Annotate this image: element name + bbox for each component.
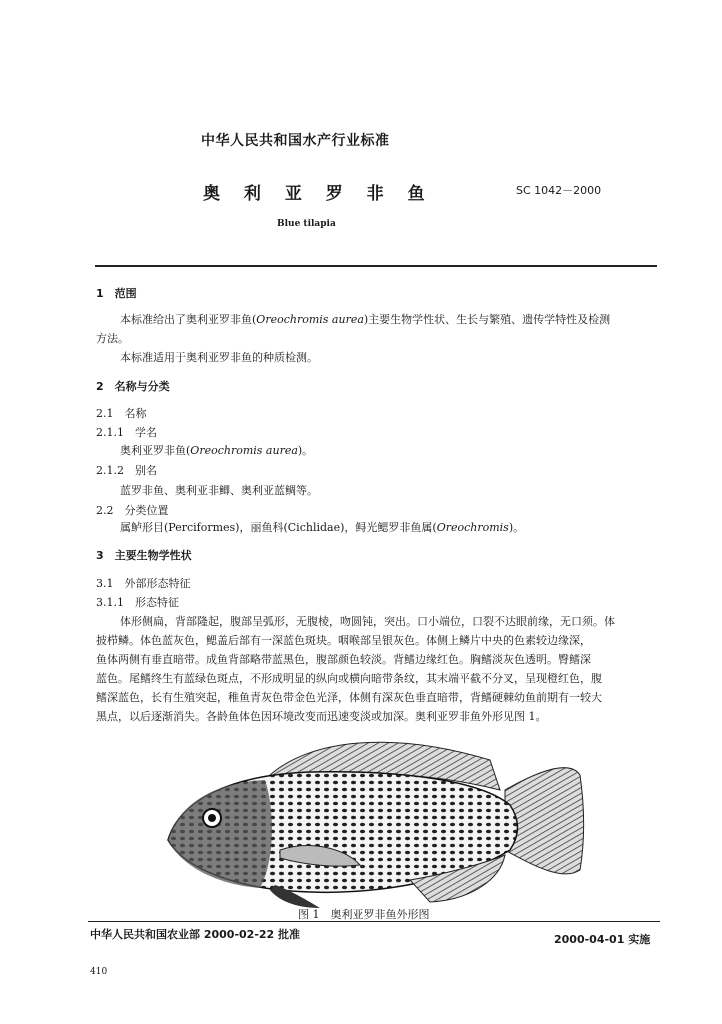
- section-3-heading: 3 主要生物学性状: [96, 549, 192, 562]
- figure-caption: 图 1 奥利亚罗非鱼外形图: [298, 908, 430, 921]
- section-1-paragraph-2: 本标准适用于奥利亚罗非鱼的种质检测。: [120, 351, 318, 364]
- alias-names: 蓝罗非鱼、奥利亚非鲫、奥利亚蓝鲷等。: [120, 484, 318, 497]
- class-text-a: 属鲈形目(Perciformes)，丽鱼科(Cichlidae)，鲟光鳃罗非鱼属(: [120, 521, 437, 534]
- section-2-1-heading: 2.1 名称: [96, 407, 147, 420]
- issuer-line: 中华人民共和国农业部 2000-02-22 批准: [90, 928, 301, 941]
- s1-text-b: )主要生物学性状、生长与繁殖、遗传学特性及检测: [363, 313, 611, 326]
- s1-text-a: 本标准给出了奥利亚罗非鱼(: [120, 313, 257, 326]
- org-title: 中华人民共和国水产行业标准: [201, 133, 390, 149]
- class-latin: Oreochromis: [436, 521, 509, 534]
- effective-date: 2000-04-01 实施: [554, 933, 651, 946]
- morphology-line: 鱼体两侧有垂直暗带。成鱼背部略带蓝黑色，腹部颜色较淡。背鳍边缘红色。胸鳍淡灰色透明。臀鳍深: [96, 653, 591, 666]
- section-2-2-heading: 2.2 分类位置: [96, 504, 169, 517]
- section-1-paragraph-1: [120, 310, 660, 329]
- sci-name-latin: Oreochromis aurea: [190, 444, 298, 457]
- morphology-line: 黑点，以后逐渐消失。各龄鱼体色因环境改变而迅速变淡或加深。奥利亚罗非鱼外形见图 1。: [96, 710, 547, 723]
- s1-latin: Oreochromis aurea: [256, 313, 364, 326]
- morphology-line: 蓝色。尾鳍终生有蓝绿色斑点，不形成明显的纵向或横向暗带条纹，其末端平截不分叉，呈现橙红色，腹: [96, 672, 602, 685]
- section-2-1-1-heading: 2.1.1 学名: [96, 426, 157, 439]
- class-text-b: )。: [508, 521, 525, 534]
- morphology-line: 体形侧扁，背部隆起，腹部呈弧形，无腹棱，吻圆钝，突出。口小端位，口裂不达眼前缘，无口须。体: [120, 615, 615, 628]
- section-1-heading: 1 范围: [96, 287, 137, 300]
- header-rule: [95, 265, 657, 267]
- standard-code: SC 1042－2000: [516, 184, 602, 197]
- sci-name-b: )。: [297, 444, 314, 457]
- section-3-1-heading: 3.1 外部形态特征: [96, 577, 191, 590]
- section-2-heading: 2 名称与分类: [96, 380, 170, 393]
- classification-text: [120, 518, 524, 537]
- page-number: 410: [90, 967, 108, 977]
- document-title: 奥 利 亚 罗 非 鱼: [203, 184, 434, 204]
- footer-rule: [88, 921, 660, 922]
- section-1-paragraph-1-cont: 方法。: [96, 332, 129, 345]
- fish-head: [168, 780, 272, 888]
- morphology-paragraph: [96, 612, 664, 726]
- section-3-1-1-heading: 3.1.1 形态特征: [96, 596, 179, 609]
- scientific-name: [120, 441, 313, 460]
- section-2-1-2-heading: 2.1.2 别名: [96, 464, 157, 477]
- morphology-line: 披栉鳞。体色蓝灰色，鳃盖后部有一深蓝色斑块。咽喉部呈银灰色。体侧上鳞片中央的色素较边缘深，: [96, 634, 591, 647]
- morphology-line: 鳍深蓝色，长有生殖突起，稚鱼青灰色带金色光泽，体侧有深灰色垂直暗带，背鳍硬棘幼鱼前期有一较大: [96, 691, 602, 704]
- english-subtitle: Blue tilapia: [277, 219, 336, 229]
- sci-name-a: 奥利亚罗非鱼(: [120, 444, 191, 457]
- fish-illustration: [160, 730, 590, 910]
